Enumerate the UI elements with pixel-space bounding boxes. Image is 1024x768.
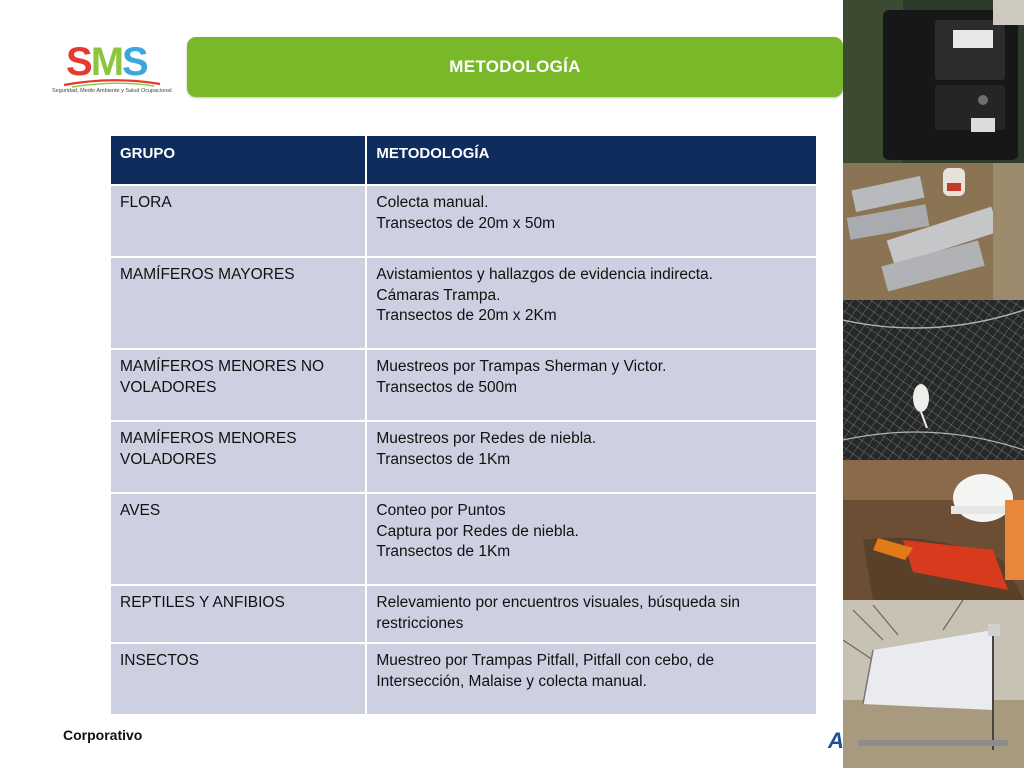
logo-caption: Seguridad, Medio Ambiente y Salud Ocupacional bbox=[52, 88, 172, 94]
cell-text: REPTILES Y ANFIBIOS bbox=[120, 594, 285, 611]
researcher-helmet-photo bbox=[843, 460, 1024, 600]
methodology-table bbox=[109, 134, 818, 716]
logo-letter-m: M bbox=[90, 40, 123, 84]
page-title: METODOLOGÍA bbox=[449, 57, 581, 76]
cell-metodologia bbox=[366, 257, 817, 349]
cell-grupo bbox=[110, 421, 366, 493]
cell-text: Captura por Redes de niebla. bbox=[376, 522, 579, 540]
logo-swoosh-icon bbox=[62, 78, 162, 88]
cell-text: Transectos de 20m x 2Km bbox=[376, 307, 557, 324]
table-header-row bbox=[110, 135, 817, 185]
logo-letter-s2: S bbox=[122, 40, 147, 84]
cell-metodologia bbox=[366, 493, 817, 585]
header-metodologia: METODOLOGÍA bbox=[366, 135, 817, 185]
table-row bbox=[110, 643, 817, 715]
cell-text: Muestreo por Trampas Pitfall, Pitfall con cebo, de bbox=[376, 652, 715, 669]
cell-text: MAMÍFEROS MENORES bbox=[120, 430, 297, 447]
cell-text: VOLADORES bbox=[120, 450, 217, 468]
cell-text: Transectos de 500m bbox=[376, 378, 518, 396]
cell-metodologia bbox=[366, 643, 817, 715]
cell-metodologia bbox=[366, 421, 817, 493]
cell-grupo bbox=[110, 257, 366, 349]
cell-text: Avistamientos y hallazgos de evidencia indirecta. bbox=[376, 266, 713, 283]
cell-grupo bbox=[110, 349, 366, 421]
cell-text: Transectos de 1Km bbox=[376, 543, 511, 560]
sherman-traps-photo bbox=[843, 163, 1024, 300]
sms-logo bbox=[52, 40, 172, 100]
cell-grupo bbox=[110, 185, 366, 257]
mist-net-bat-photo bbox=[843, 300, 1024, 460]
field-equipment-case-photo bbox=[843, 0, 1024, 163]
cell-metodologia bbox=[366, 185, 817, 257]
cell-text: Intersección, Malaise y colecta manual. bbox=[376, 672, 647, 690]
title-banner bbox=[187, 37, 843, 97]
cell-text: FLORA bbox=[120, 194, 172, 211]
cell-grupo bbox=[110, 585, 366, 643]
cell-text: Transectos de 20m x 50m bbox=[376, 214, 555, 232]
cell-text: Transectos de 1Km bbox=[376, 450, 511, 468]
cell-grupo bbox=[110, 643, 366, 715]
cell-text: restricciones bbox=[376, 614, 464, 632]
cell-text: MAMÍFEROS MAYORES bbox=[120, 266, 295, 283]
cell-text: Cámaras Trampa. bbox=[376, 286, 501, 304]
cell-text: INSECTOS bbox=[120, 652, 199, 669]
header-grupo: GRUPO bbox=[110, 135, 366, 185]
cell-text: Muestreos por Redes de niebla. bbox=[376, 430, 597, 447]
cell-metodologia bbox=[366, 585, 817, 643]
cell-text: MAMÍFEROS MENORES NO bbox=[120, 358, 325, 375]
cell-text: Muestreos por Trampas Sherman y Victor. bbox=[376, 358, 667, 375]
malaise-trap-photo bbox=[843, 600, 1024, 768]
table-row bbox=[110, 585, 817, 643]
table-row bbox=[110, 257, 817, 349]
cell-text: Colecta manual. bbox=[376, 194, 489, 211]
cell-text: Relevamiento por encuentros visuales, búsqueda sin bbox=[376, 594, 740, 611]
cell-text: Conteo por Puntos bbox=[376, 502, 506, 519]
table-row bbox=[110, 349, 817, 421]
photo-strip bbox=[843, 0, 1024, 768]
cell-metodologia bbox=[366, 349, 817, 421]
logo-letter-s: S bbox=[66, 40, 91, 84]
cell-grupo bbox=[110, 493, 366, 585]
table-row bbox=[110, 421, 817, 493]
table-row bbox=[110, 493, 817, 585]
cell-text: VOLADORES bbox=[120, 378, 217, 396]
cell-text: AVES bbox=[120, 502, 161, 519]
corner-logo-fragment: A bbox=[828, 728, 844, 753]
table-row bbox=[110, 185, 817, 257]
footer-label: Corporativo bbox=[63, 727, 143, 743]
